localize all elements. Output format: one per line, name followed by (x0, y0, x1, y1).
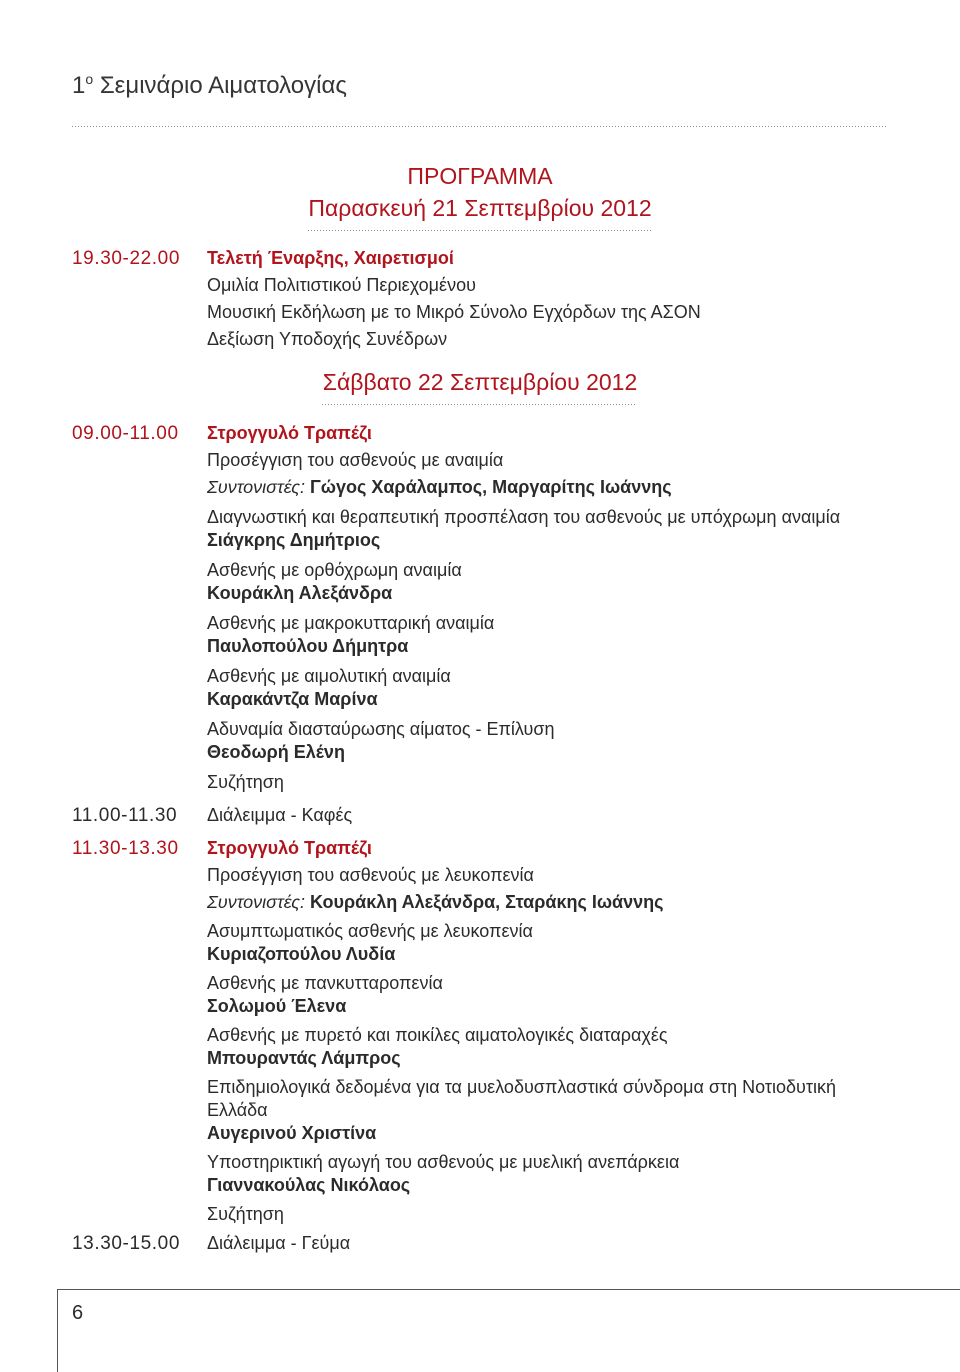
talk-list (207, 506, 932, 764)
event-time: 19.30-22.00 (72, 248, 181, 269)
page-number: 6 (72, 1302, 84, 1324)
seminar-number: 1 (72, 72, 86, 99)
program-heading: ΠΡΟΓΡΑΜΜΑ (407, 163, 553, 189)
talk (207, 1024, 932, 1070)
session-content (207, 835, 932, 1226)
talk-speaker: Κουράκλη Αλεξάνδρα (207, 583, 393, 603)
talk-title: Ασθενής με πανκυτταροπενία (207, 973, 443, 993)
talk-speaker: Παυλοπούλου Δήμητρα (207, 636, 409, 656)
talk-speaker: Μπουραντάς Λάμπρος (207, 1048, 401, 1068)
coordinators-names: Γώγος Χαράλαμπος, Μαργαρίτης Ιωάννης (309, 477, 672, 497)
coordinators-label: Συντονιστές: (207, 892, 305, 912)
session-round-table-anemia (72, 420, 932, 794)
talk-title: Διαγνωστική και θεραπευτική προσπέλαση του ασθενούς με υπόχρωμη αναιμία (207, 507, 841, 527)
event-content (207, 1230, 932, 1257)
event-item: Δεξίωση Υποδοχής Συνέδρων (207, 329, 448, 349)
session-subtitle: Προσέγγιση του ασθενούς με λευκοπενία (207, 865, 534, 885)
event-opening-ceremony (72, 245, 932, 353)
day-date-saturday: Σάββατο 22 Σεπτεμβρίου 2012 (322, 369, 638, 395)
event-coffee-break (72, 802, 932, 829)
event-time: 09.00-11.00 (72, 423, 179, 444)
event-lunch-break (72, 1230, 932, 1257)
footer-vertical-rule (57, 1289, 58, 1372)
seminar-number-superscript: ο (85, 71, 94, 87)
event-content (207, 245, 932, 353)
talk (207, 1151, 932, 1197)
event-content (207, 802, 932, 829)
talk-speaker: Γιαννακούλας Νικόλαος (207, 1175, 411, 1195)
session-content (207, 420, 932, 794)
header-divider (72, 126, 887, 127)
event-title: Τελετή Έναρξης, Χαιρετισμοί (207, 248, 454, 268)
talk (207, 920, 932, 966)
event-time: 11.00-11.30 (72, 805, 178, 826)
talk-speaker: Καρακάντζα Μαρίνα (207, 689, 378, 709)
talk (207, 1076, 932, 1145)
talk-list (207, 920, 932, 1197)
talk-speaker: Σιάγκρης Δημήτριος (207, 530, 381, 550)
coordinators-label: Συντονιστές: (207, 477, 305, 497)
break-label: Διάλειμμα - Καφές (207, 805, 353, 825)
talk-title: Ασθενής με μακροκυτταρική αναιμία (207, 613, 495, 633)
footer-divider (57, 1289, 960, 1290)
event-time: 13.30-15.00 (72, 1233, 181, 1254)
talk (207, 506, 932, 552)
talk-title: Ασθενής με πυρετό και ποικίλες αιματολογικές διαταραχές (207, 1025, 668, 1045)
program-heading-block (280, 160, 680, 224)
event-time: 11.30-13.30 (72, 838, 179, 859)
talk (207, 972, 932, 1018)
talk (207, 559, 932, 605)
talk-title: Ασθενής με ορθόχρωμη αναιμία (207, 560, 462, 580)
talk-speaker: Κυριαζοπούλου Λυδία (207, 944, 396, 964)
talk-speaker: Αυγερινού Χριστίνα (207, 1123, 377, 1143)
session-round-table-leukopenia (72, 835, 932, 1226)
talk (207, 718, 932, 764)
session-title: Στρογγυλό Τραπέζι (207, 423, 372, 443)
talk-speaker: Θεοδωρή Ελένη (207, 742, 345, 762)
discussion-label: Συζήτηση (207, 1204, 284, 1224)
talk-title: Υποστηρικτική αγωγή του ασθενούς με μυελική ανεπάρκεια (207, 1152, 680, 1172)
talk-speaker: Σολωμού Έλενα (207, 996, 347, 1016)
talk-title: Ασυμπτωματικός ασθενής με λευκοπενία (207, 921, 533, 941)
saturday-date-divider (322, 404, 637, 405)
day-date-saturday-block (280, 366, 680, 398)
talk-title: Επιδημιολογικά δεδομένα για τα μυελοδυσπλαστικά σύνδρομα στη Νοτιοδυτική Ελλάδα (207, 1077, 836, 1120)
day-date-friday: Παρασκευή 21 Σεπτεμβρίου 2012 (308, 195, 652, 221)
event-item: Μουσική Εκδήλωση με το Μικρό Σύνολο Εγχόρδων της ΑΣΟΝ (207, 302, 701, 322)
break-label: Διάλειμμα - Γεύμα (207, 1233, 351, 1253)
coordinators-names: Κουράκλη Αλεξάνδρα, Σταράκης Ιωάννης (309, 892, 664, 912)
talk (207, 665, 932, 711)
friday-date-divider (308, 230, 652, 231)
session-coordinators (207, 889, 932, 916)
talk (207, 612, 932, 658)
seminar-title (72, 72, 347, 100)
talk-title: Ασθενής με αιμολυτική αναιμία (207, 666, 451, 686)
session-title: Στρογγυλό Τραπέζι (207, 838, 372, 858)
seminar-title-text: Σεμινάριο Αιματολογίας (99, 72, 347, 99)
discussion-label: Συζήτηση (207, 772, 284, 792)
talk-title: Αδυναμία διασταύρωσης αίματος - Επίλυση (207, 719, 555, 739)
session-coordinators (207, 474, 932, 501)
event-item: Ομιλία Πολιτιστικού Περιεχομένου (207, 275, 476, 295)
session-subtitle: Προσέγγιση του ασθενούς με αναιμία (207, 450, 504, 470)
